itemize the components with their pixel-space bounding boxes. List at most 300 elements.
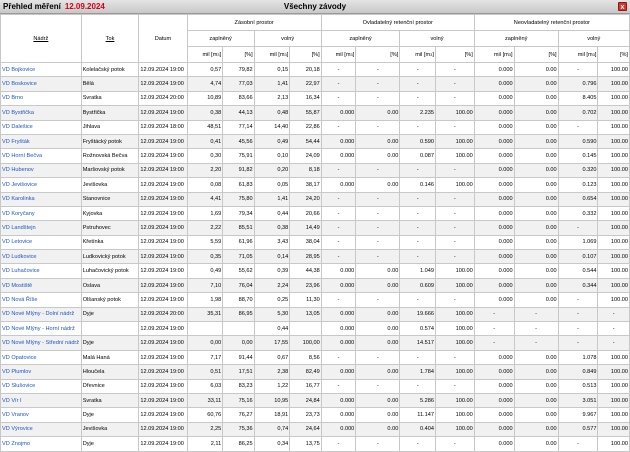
value-cell: 0.00 [514, 120, 558, 134]
value-cell: - [321, 250, 356, 264]
value-cell: 100.00 [598, 91, 630, 105]
table-row [1, 63, 630, 77]
value-cell: 100.00 [435, 307, 474, 321]
value-cell: - [400, 235, 436, 249]
value-cell: - [558, 120, 598, 134]
table-row [1, 336, 630, 350]
value-cell: - [435, 379, 474, 393]
value-cell: - [400, 120, 436, 134]
value-cell: - [321, 350, 356, 364]
value-cell: 75,16 [223, 393, 254, 407]
header-volny: volný [558, 31, 629, 47]
value-cell: 0.000 [474, 393, 514, 407]
header-unit-volume: mil $[m^3]$ [321, 47, 356, 63]
river-cell: Bystřička [81, 106, 139, 120]
date-cell: 12.09.2024 19:00 [139, 163, 187, 177]
reservoir-link[interactable]: VD Opatovice [1, 350, 82, 364]
report-title-text: Přehled měření [3, 2, 61, 11]
value-cell: 0,05 [254, 178, 290, 192]
value-cell: 61,96 [223, 235, 254, 249]
value-cell: 100.00 [598, 422, 630, 436]
value-cell: 8,18 [290, 163, 321, 177]
value-cell: - [321, 206, 356, 220]
table-row [1, 235, 630, 249]
value-cell: 0.513 [558, 379, 598, 393]
value-cell: 48,51 [187, 120, 223, 134]
river-cell: Ludkovický potok [81, 250, 139, 264]
reservoir-link[interactable]: VD Vír I [1, 393, 82, 407]
value-cell: 3,43 [254, 235, 290, 249]
reservoir-link[interactable]: VD Mostiště [1, 278, 82, 292]
value-cell: 100.00 [598, 178, 630, 192]
value-cell: 0.000 [474, 379, 514, 393]
date-cell: 12.09.2024 19:00 [139, 422, 187, 436]
value-cell: 28,95 [290, 250, 321, 264]
value-cell: - [514, 307, 558, 321]
value-cell: 100.00 [598, 350, 630, 364]
value-cell: 2,13 [254, 91, 290, 105]
reservoir-link[interactable]: VD Vranov [1, 408, 82, 422]
value-cell: 22,97 [290, 77, 321, 91]
date-cell: 12.09.2024 19:00 [139, 149, 187, 163]
value-cell: 1,22 [254, 379, 290, 393]
reservoir-link[interactable]: VD Ludkovice [1, 250, 82, 264]
river-cell: Dřevnice [81, 379, 139, 393]
value-cell: 0.145 [558, 149, 598, 163]
value-cell: 0.123 [558, 178, 598, 192]
reservoir-link[interactable]: VD Horní Bečva [1, 149, 82, 163]
value-cell: 0.00 [356, 134, 400, 148]
value-cell: 8.405 [558, 91, 598, 105]
value-cell: 0.00 [514, 163, 558, 177]
header-unit-volume: mil $[m^3]$ [400, 47, 436, 63]
river-cell: Dyje [81, 408, 139, 422]
value-cell: 0.000 [474, 63, 514, 77]
value-cell: 0.107 [558, 250, 598, 264]
value-cell: - [435, 250, 474, 264]
reservoir-link[interactable]: VD Nové Mlýny - Střední nádrž [1, 336, 82, 350]
value-cell: 77,14 [223, 120, 254, 134]
river-cell: Bělá [81, 77, 139, 91]
value-cell: - [400, 293, 436, 307]
date-cell: 12.09.2024 19:00 [139, 293, 187, 307]
value-cell: - [435, 206, 474, 220]
value-cell: 100.00 [435, 408, 474, 422]
value-cell: 91,44 [223, 350, 254, 364]
value-cell: 0,48 [254, 106, 290, 120]
value-cell: 60,76 [187, 408, 223, 422]
value-cell: 38,04 [290, 235, 321, 249]
value-cell: 0.000 [321, 178, 356, 192]
value-cell: 0.000 [321, 106, 356, 120]
value-cell: 88,70 [223, 293, 254, 307]
river-cell: Jevišovka [81, 422, 139, 436]
value-cell: 9.967 [558, 408, 598, 422]
header-nadrz[interactable]: Nádrž [1, 15, 82, 63]
date-cell: 12.09.2024 19:00 [139, 264, 187, 278]
value-cell: 0.000 [321, 422, 356, 436]
date-cell: 12.09.2024 19:00 [139, 106, 187, 120]
table-row [1, 437, 630, 451]
value-cell: 0.574 [400, 322, 436, 336]
value-cell: 24,64 [290, 422, 321, 436]
value-cell: 14,40 [254, 120, 290, 134]
table-row [1, 278, 630, 292]
header-unit-percent: [%] [598, 47, 630, 63]
value-cell: - [435, 221, 474, 235]
value-cell: - [400, 250, 436, 264]
value-cell: 0,49 [254, 134, 290, 148]
value-cell: 0.000 [474, 365, 514, 379]
value-cell: 0.000 [321, 408, 356, 422]
value-cell: 100.00 [598, 278, 630, 292]
reservoir-link[interactable]: VD Boskovice [1, 77, 82, 91]
date-cell: 12.09.2024 19:00 [139, 77, 187, 91]
value-cell: - [356, 221, 400, 235]
value-cell: 0,00 [223, 336, 254, 350]
header-ovladatelny: Ovladatelný retenční prostor [321, 15, 474, 31]
value-cell: 0.000 [321, 365, 356, 379]
reservoir-link[interactable]: VD Nové Mlýny - Horní nádrž [1, 322, 82, 336]
table-row [1, 379, 630, 393]
date-cell: 12.09.2024 19:00 [139, 63, 187, 77]
reservoir-link[interactable]: VD Brno [1, 91, 82, 105]
value-cell: 0.00 [356, 336, 400, 350]
value-cell [223, 322, 254, 336]
value-cell: 100.00 [435, 322, 474, 336]
reservoir-link[interactable]: VD Nové Mlýny - Dolní nádrž [1, 307, 82, 321]
header-tok[interactable]: Tok [81, 15, 139, 63]
value-cell: 0.404 [400, 422, 436, 436]
value-cell: - [435, 63, 474, 77]
value-cell: 100.00 [435, 365, 474, 379]
reservoir-link[interactable]: VD Luhačovice [1, 264, 82, 278]
value-cell: 0.00 [356, 408, 400, 422]
date-cell: 12.09.2024 19:00 [139, 250, 187, 264]
value-cell: 79,34 [223, 206, 254, 220]
value-cell: 18,91 [254, 408, 290, 422]
value-cell: 0.00 [514, 91, 558, 105]
value-cell: 100.00 [598, 437, 630, 451]
reservoir-link[interactable]: VD Jevišovice [1, 178, 82, 192]
value-cell: 0.00 [356, 307, 400, 321]
value-cell: 0.000 [474, 437, 514, 451]
value-cell [187, 322, 223, 336]
reservoir-link[interactable]: VD Znojmo [1, 437, 82, 451]
value-cell: 0.00 [356, 178, 400, 192]
value-cell: - [400, 163, 436, 177]
value-cell: 100.00 [598, 264, 630, 278]
value-cell: 0.00 [514, 293, 558, 307]
value-cell: 0.00 [514, 134, 558, 148]
value-cell: 0.00 [356, 106, 400, 120]
reservoir-link[interactable]: VD Slušovice [1, 379, 82, 393]
value-cell: 0.00 [514, 350, 558, 364]
reservoir-link[interactable]: VD Hubenov [1, 163, 82, 177]
value-cell: - [356, 235, 400, 249]
river-cell: Olšanský potok [81, 293, 139, 307]
close-icon[interactable]: x [618, 2, 627, 11]
value-cell: 100.00 [435, 278, 474, 292]
date-cell: 12.09.2024 19:00 [139, 350, 187, 364]
value-cell: 0.000 [474, 163, 514, 177]
value-cell: - [321, 91, 356, 105]
value-cell: - [356, 120, 400, 134]
value-cell: 4,74 [187, 77, 223, 91]
date-cell: 12.09.2024 19:00 [139, 206, 187, 220]
reservoir-link[interactable]: VD Výrovice [1, 422, 82, 436]
value-cell: 0.146 [400, 178, 436, 192]
value-cell: 82,49 [290, 365, 321, 379]
value-cell: 76,04 [223, 278, 254, 292]
date-cell: 12.09.2024 19:00 [139, 235, 187, 249]
reservoir-link[interactable]: VD Landštejn [1, 221, 82, 235]
river-cell: Dyje [81, 437, 139, 451]
table-row [1, 307, 630, 321]
value-cell: 44,38 [290, 264, 321, 278]
value-cell: 0.000 [474, 192, 514, 206]
title-bar [0, 0, 630, 14]
date-cell: 12.09.2024 19:00 [139, 178, 187, 192]
value-cell: - [321, 437, 356, 451]
value-cell: 100.00 [598, 120, 630, 134]
river-cell: Kolelačský potok [81, 63, 139, 77]
value-cell: 75,36 [223, 422, 254, 436]
value-cell: 24,84 [290, 393, 321, 407]
river-cell: Křetínka [81, 235, 139, 249]
river-cell: Svratka [81, 91, 139, 105]
value-cell: 0.702 [558, 106, 598, 120]
table-row [1, 120, 630, 134]
reservoir-link[interactable]: VD Koryčany [1, 206, 82, 220]
value-cell: 7,10 [187, 278, 223, 292]
date-cell: 12.09.2024 20:00 [139, 307, 187, 321]
value-cell: 33,11 [187, 393, 223, 407]
value-cell: 4,41 [187, 192, 223, 206]
value-cell: 0.000 [474, 235, 514, 249]
value-cell: 3.051 [558, 393, 598, 407]
value-cell: 77,03 [223, 77, 254, 91]
value-cell: - [474, 336, 514, 350]
value-cell: 38,17 [290, 178, 321, 192]
value-cell: 100.00 [598, 63, 630, 77]
report-date: 12.09.2024 [64, 2, 105, 11]
table-row [1, 408, 630, 422]
value-cell: 0.000 [474, 278, 514, 292]
value-cell: - [321, 120, 356, 134]
value-cell: 100.00 [598, 408, 630, 422]
date-cell: 12.09.2024 19:00 [139, 134, 187, 148]
value-cell: - [558, 307, 598, 321]
value-cell: 0.590 [400, 134, 436, 148]
value-cell: 0,38 [254, 221, 290, 235]
value-cell: 22,86 [290, 120, 321, 134]
value-cell: - [356, 437, 400, 451]
value-cell: 0.654 [558, 192, 598, 206]
value-cell: 11.147 [400, 408, 436, 422]
value-cell: - [558, 63, 598, 77]
value-cell: 0,39 [254, 264, 290, 278]
header-unit-percent: [%] [223, 47, 254, 63]
value-cell: 55,87 [290, 106, 321, 120]
value-cell: 0.796 [558, 77, 598, 91]
value-cell: 0,30 [187, 149, 223, 163]
river-cell: Jihlava [81, 120, 139, 134]
date-cell: 12.09.2024 19:00 [139, 278, 187, 292]
value-cell: 0.000 [321, 149, 356, 163]
value-cell: 0.00 [514, 422, 558, 436]
value-cell: - [321, 293, 356, 307]
value-cell: - [435, 120, 474, 134]
date-cell: 12.09.2024 19:00 [139, 408, 187, 422]
value-cell: 14.517 [400, 336, 436, 350]
river-cell: Malá Haná [81, 350, 139, 364]
table-row [1, 250, 630, 264]
value-cell: - [400, 91, 436, 105]
value-cell: 0.00 [514, 235, 558, 249]
value-cell: 0.000 [321, 134, 356, 148]
river-cell: Fryštácký potok [81, 134, 139, 148]
value-cell: 0,44 [254, 206, 290, 220]
value-cell: 0.000 [474, 264, 514, 278]
header-unit-percent: [%] [514, 47, 558, 63]
value-cell: 0.544 [558, 264, 598, 278]
value-cell: - [321, 77, 356, 91]
value-cell: - [356, 206, 400, 220]
value-cell: 1,98 [187, 293, 223, 307]
table-row [1, 106, 630, 120]
value-cell: 2,38 [254, 365, 290, 379]
reservoir-link[interactable]: VD Plumlov [1, 365, 82, 379]
value-cell: 0,74 [254, 422, 290, 436]
value-cell: 0.00 [356, 322, 400, 336]
value-cell: 0.00 [514, 178, 558, 192]
river-cell: Oslava [81, 278, 139, 292]
value-cell: 61,83 [223, 178, 254, 192]
value-cell: 0.000 [474, 149, 514, 163]
value-cell: - [558, 221, 598, 235]
value-cell: 24,09 [290, 149, 321, 163]
value-cell: 0.00 [356, 149, 400, 163]
header-unit-percent: [%] [290, 47, 321, 63]
value-cell: 0.00 [514, 149, 558, 163]
value-cell: 0.577 [558, 422, 598, 436]
scope-title: Všechny závody [283, 2, 347, 11]
river-cell: Stanovnice [81, 192, 139, 206]
value-cell: 24,20 [290, 192, 321, 206]
value-cell: 0.00 [514, 393, 558, 407]
value-cell: 0.00 [514, 437, 558, 451]
value-cell: 100.00 [435, 336, 474, 350]
value-cell: 6,03 [187, 379, 223, 393]
table-row [1, 192, 630, 206]
river-cell: Svratka [81, 393, 139, 407]
value-cell: 0.000 [474, 91, 514, 105]
date-cell: 12.09.2024 19:00 [139, 393, 187, 407]
reservoir-link[interactable]: VD Bystřička [1, 106, 82, 120]
value-cell: 100.00 [435, 264, 474, 278]
value-cell: 1,41 [254, 77, 290, 91]
river-cell [81, 322, 139, 336]
value-cell: - [474, 322, 514, 336]
value-cell: - [321, 192, 356, 206]
reservoir-link[interactable]: VD Karolinka [1, 192, 82, 206]
value-cell: 100.00 [435, 134, 474, 148]
date-cell: 12.09.2024 19:00 [139, 221, 187, 235]
value-cell: - [356, 293, 400, 307]
header-zaplneny: zaplněný [474, 31, 558, 47]
value-cell: 0.000 [321, 264, 356, 278]
header-unit-volume: mil $[m^3]$ [474, 47, 514, 63]
value-cell: 0.00 [514, 250, 558, 264]
value-cell: 100.00 [435, 393, 474, 407]
table-row [1, 77, 630, 91]
value-cell: 0.00 [356, 365, 400, 379]
value-cell: 0.000 [474, 408, 514, 422]
reservoir-link[interactable]: VD Nová Říše [1, 293, 82, 307]
value-cell: - [356, 379, 400, 393]
value-cell: 0,25 [254, 293, 290, 307]
value-cell: 0,57 [187, 63, 223, 77]
value-cell: - [400, 350, 436, 364]
value-cell: 14,49 [290, 221, 321, 235]
value-cell: 0.000 [321, 336, 356, 350]
value-cell: 100.00 [435, 178, 474, 192]
value-cell: - [356, 91, 400, 105]
value-cell: 1.069 [558, 235, 598, 249]
value-cell: - [400, 77, 436, 91]
value-cell: - [435, 293, 474, 307]
value-cell: 0.00 [514, 206, 558, 220]
value-cell: - [435, 192, 474, 206]
value-cell: 0.00 [514, 264, 558, 278]
value-cell: 0.000 [474, 77, 514, 91]
value-cell: 0,67 [254, 350, 290, 364]
table-row [1, 293, 630, 307]
table-row [1, 206, 630, 220]
value-cell: 100.00 [598, 250, 630, 264]
value-cell: 0.00 [514, 278, 558, 292]
date-cell: 12.09.2024 18:00 [139, 120, 187, 134]
value-cell: 100.00 [598, 365, 630, 379]
value-cell: 100.00 [598, 134, 630, 148]
reservoir-link[interactable]: VD Bojkovice [1, 63, 82, 77]
river-cell: Rožnovská Bečva [81, 149, 139, 163]
value-cell: 0.000 [321, 307, 356, 321]
value-cell: 0,41 [187, 134, 223, 148]
river-cell: Hloučela [81, 365, 139, 379]
value-cell: 0,49 [187, 264, 223, 278]
reservoir-link[interactable]: VD Letovice [1, 235, 82, 249]
value-cell: - [435, 235, 474, 249]
date-cell: 12.09.2024 19:00 [139, 437, 187, 451]
header-unit-percent: [%] [435, 47, 474, 63]
value-cell: 2,22 [187, 221, 223, 235]
header-zaplneny: zaplněný [321, 31, 400, 47]
value-cell: 0,08 [187, 178, 223, 192]
reservoir-link[interactable]: VD Dalešice [1, 120, 82, 134]
table-row [1, 163, 630, 177]
value-cell: 23,73 [290, 408, 321, 422]
value-cell: 100.00 [435, 106, 474, 120]
measurements-table [0, 14, 630, 452]
value-cell: 100.00 [435, 149, 474, 163]
value-cell: 16,34 [290, 91, 321, 105]
value-cell: 0.590 [558, 134, 598, 148]
value-cell: - [321, 379, 356, 393]
reservoir-link[interactable]: VD Fryšták [1, 134, 82, 148]
value-cell: 0,15 [254, 63, 290, 77]
